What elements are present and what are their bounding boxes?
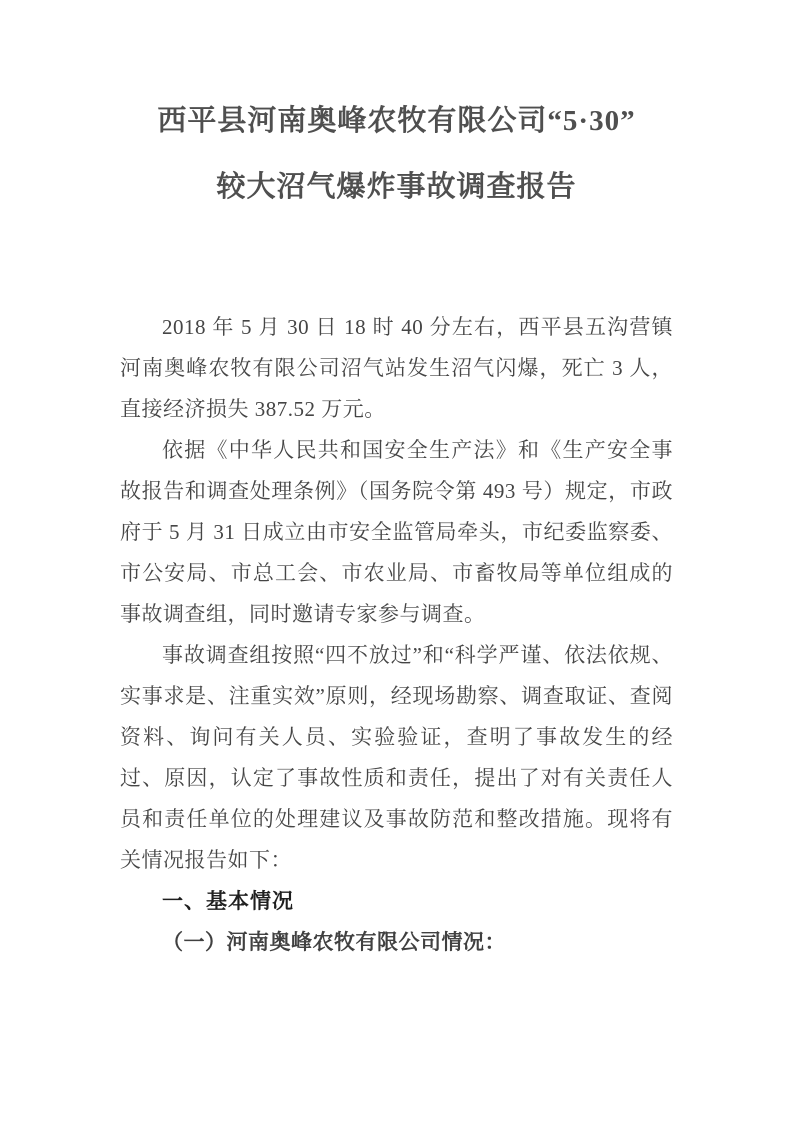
document-body [120, 307, 673, 963]
document-title [120, 88, 673, 220]
subsection-heading-company-situation: （一）河南奥峰农牧有限公司情况： [162, 930, 506, 954]
paragraph-investigation-principles: 事故调查组按照“四不放过”和“科学严谨、依法依规、实事求是、注重实效”原则，经现场勘察、调查取证、查阅资料、询问有关人员、实验验证，查明了事故发生的经过、原因，认定了事故性质和责任，提出了对有关责任人员和责任单位的处理建议及事故防范和整改措施。现将有关情况报告如下： [120, 643, 673, 872]
document-title-line-2: 较大沼气爆炸事故调查报告 [216, 171, 577, 203]
document-title-line-1: 西平县河南奥峰农牧有限公司“5·30” [157, 105, 636, 137]
paragraph-investigation-basis: 依据《中华人民共和国安全生产法》和《生产安全事故报告和调查处理条例》（国务院令第 493 号）规定，市政府于 5 月 31 日成立由市安全监管局牵头，市纪委监察委、市公安局、市总工会、市农业局、市畜牧局等单位组成的事故调查组，同时邀请专家参与调查。 [120, 438, 673, 626]
section-heading-basic-situation: 一、基本情况 [162, 890, 294, 913]
paragraph-incident-summary: 2018 年 5 月 30 日 18 时 40 分左右，西平县五沟营镇河南奥峰农牧有限公司沼气站发生沼气闪爆，死亡 3 人，直接经济损失 387.52 万元。 [120, 315, 673, 421]
